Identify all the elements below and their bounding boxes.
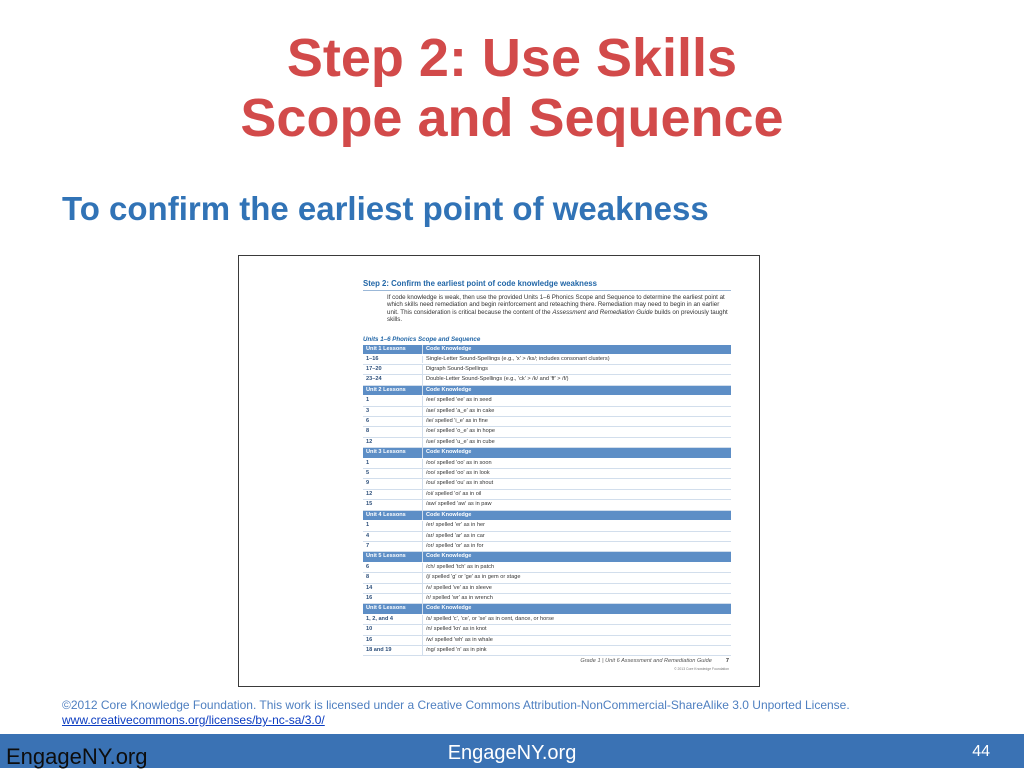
table-row xyxy=(363,375,731,385)
table-row xyxy=(363,625,731,635)
table-row xyxy=(363,417,731,427)
code-knowledge-cell: /s/ spelled 'c', 'ce', or 'se' as in cent, dance, or horse xyxy=(426,615,554,622)
table-row xyxy=(363,542,731,552)
table-row xyxy=(363,479,731,489)
lesson-cell: 12 xyxy=(363,490,423,499)
header-code-knowledge-cell: Code Knowledge xyxy=(426,511,472,518)
table-row xyxy=(363,584,731,594)
lesson-cell: 8 xyxy=(363,427,423,436)
table-row xyxy=(363,396,731,406)
table-row xyxy=(363,490,731,500)
document-image xyxy=(238,255,760,687)
lesson-cell: 1–16 xyxy=(363,356,423,363)
code-knowledge-cell: /oo/ spelled 'oo' as in soon xyxy=(426,459,492,466)
lesson-cell: 1, 2, and 4 xyxy=(363,615,423,624)
header-lessons-cell: Unit 6 Lessons xyxy=(363,604,423,613)
table-row xyxy=(363,438,731,448)
code-knowledge-cell: /ee/ spelled 'ee' as in seed xyxy=(426,397,492,404)
lesson-cell: 6 xyxy=(363,417,423,426)
code-knowledge-cell: Single-Letter Sound-Spellings (e.g., 'x' > /ks/; includes consonant clusters) xyxy=(426,356,610,363)
table-row xyxy=(363,563,731,573)
lesson-cell: 23–24 xyxy=(363,375,423,384)
document-footer xyxy=(580,658,729,664)
code-knowledge-cell: /oo/ spelled 'oo' as in look xyxy=(426,470,490,477)
code-knowledge-cell: /or/ spelled 'or' as in for xyxy=(426,542,484,549)
table-header-row xyxy=(363,511,731,521)
lesson-cell: 16 xyxy=(363,636,423,645)
lesson-cell: 1 xyxy=(363,396,423,405)
lesson-cell: 6 xyxy=(363,563,423,572)
table-header-row xyxy=(363,448,731,458)
table-header-row xyxy=(363,604,731,614)
code-knowledge-cell: /oe/ spelled 'o_e' as in hope xyxy=(426,428,496,435)
phonics-table xyxy=(363,345,731,656)
slide-title xyxy=(0,28,1024,148)
code-knowledge-cell: /v/ spelled 've' as in sleeve xyxy=(426,584,492,591)
document-page-number: 7 xyxy=(725,658,729,664)
code-knowledge-cell: Digraph Sound-Spellings xyxy=(426,366,488,372)
lesson-cell: 10 xyxy=(363,625,423,634)
header-code-knowledge-cell: Code Knowledge xyxy=(426,449,472,456)
table-title: Units 1–6 Phonics Scope and Sequence xyxy=(363,336,481,343)
header-lessons-cell: Unit 5 Lessons xyxy=(363,552,423,561)
table-row xyxy=(363,500,731,510)
lesson-cell: 3 xyxy=(363,407,423,416)
code-knowledge-cell: /r/ spelled 'wr' as in wrench xyxy=(426,594,493,601)
code-knowledge-cell: /ou/ spelled 'ou' as in shout xyxy=(426,480,494,487)
slide-page-number: 44 xyxy=(972,743,990,760)
table-header-row xyxy=(363,552,731,562)
table-row xyxy=(363,355,731,365)
code-knowledge-cell: /ng/ spelled 'n' as in pink xyxy=(426,646,487,653)
license-text: ©2012 Core Knowledge Foundation. This work is licensed under a Creative Commons Attribution-NonCommercial-ShareAlike 3.0 Unported License. xyxy=(62,698,850,712)
code-knowledge-cell: /er/ spelled 'er' as in her xyxy=(426,522,486,529)
paragraph-text-start: If code knowledge is weak, then use the provided Units 1–6 Phonics Scope and Sequence to determine the earliest point at which skills need remediation and begin reinforcement and reteaching there. Remediation may need to begin in an earlier unit. This consideration is critical because the content of the xyxy=(387,294,725,316)
header-lessons-cell: Unit 3 Lessons xyxy=(363,448,423,457)
paragraph-italic-title: Assessment and Remediation Guide xyxy=(552,308,653,316)
lesson-cell: 8 xyxy=(363,573,423,582)
title-line-2: Scope and Sequence xyxy=(240,88,784,148)
title-line-1: Step 2: Use Skills xyxy=(286,28,738,88)
code-knowledge-cell: /ue/ spelled 'u_e' as in cube xyxy=(426,438,495,445)
table-row xyxy=(363,532,731,542)
table-row xyxy=(363,615,731,625)
lesson-cell: 1 xyxy=(363,459,423,468)
lesson-cell: 1 xyxy=(363,521,423,530)
document-heading: Step 2: Confirm the earliest point of code knowledge weakness xyxy=(363,279,731,291)
document-paragraph xyxy=(387,294,729,323)
table-header-row xyxy=(363,345,731,355)
slide-subtitle: To confirm the earliest point of weakness xyxy=(62,190,709,227)
lesson-cell: 14 xyxy=(363,584,423,593)
document-copyright: © 2013 Core Knowledge Foundation xyxy=(674,667,729,671)
code-knowledge-cell: /ie/ spelled 'i_e' as in fine xyxy=(426,418,488,425)
code-knowledge-cell: /w/ spelled 'wh' as in whale xyxy=(426,636,493,643)
lesson-cell: 18 and 19 xyxy=(363,646,423,655)
license-notice xyxy=(62,698,850,728)
lesson-cell: 5 xyxy=(363,469,423,478)
table-row xyxy=(363,459,731,469)
code-knowledge-cell: /aw/ spelled 'aw' as in paw xyxy=(426,501,492,508)
lesson-cell: 17–20 xyxy=(363,365,423,374)
header-code-knowledge-cell: Code Knowledge xyxy=(426,553,472,560)
table-row xyxy=(363,469,731,479)
code-knowledge-cell: Double-Letter Sound-Spellings (e.g., 'ck' > /k/ and 'ff' > /f/) xyxy=(426,376,569,383)
lesson-cell: 9 xyxy=(363,479,423,488)
code-knowledge-cell: /oi/ spelled 'oi' as in oil xyxy=(426,490,482,497)
header-lessons-cell: Unit 4 Lessons xyxy=(363,511,423,520)
code-knowledge-cell: /j/ spelled 'g' or 'ge' as in gem or stage xyxy=(426,574,521,581)
header-code-knowledge-cell: Code Knowledge xyxy=(426,386,472,393)
table-row xyxy=(363,594,731,604)
lesson-cell: 16 xyxy=(363,594,423,603)
code-knowledge-cell: /n/ spelled 'kn' as in knot xyxy=(426,626,487,633)
license-link[interactable]: www.creativecommons.org/licenses/by-nc-sa/3.0/ xyxy=(62,713,325,727)
table-row xyxy=(363,636,731,646)
lesson-cell: 15 xyxy=(363,500,423,509)
document-footer-text: Grade 1 | Unit 6 Assessment and Remediation Guide xyxy=(580,658,712,664)
code-knowledge-cell: /ch/ spelled 'tch' as in patch xyxy=(426,563,495,570)
header-lessons-cell: Unit 1 Lessons xyxy=(363,345,423,354)
header-code-knowledge-cell: Code Knowledge xyxy=(426,605,472,612)
code-knowledge-cell: /ar/ spelled 'ar' as in car xyxy=(426,532,485,539)
footer-logo-text: EngageNY.org xyxy=(6,744,148,769)
table-row xyxy=(363,365,731,375)
table-header-row xyxy=(363,386,731,396)
paragraph-text-end: builds on previously taught skills. xyxy=(387,308,728,323)
footer-center-text: EngageNY.org xyxy=(447,742,577,764)
table-row xyxy=(363,646,731,656)
code-knowledge-cell: /ae/ spelled 'a_e' as in cake xyxy=(426,407,495,414)
header-code-knowledge-cell: Code Knowledge xyxy=(426,346,472,352)
lesson-cell: 7 xyxy=(363,542,423,551)
table-row xyxy=(363,521,731,531)
lesson-cell: 4 xyxy=(363,532,423,541)
lesson-cell: 12 xyxy=(363,438,423,447)
table-row xyxy=(363,427,731,437)
table-row xyxy=(363,407,731,417)
table-row xyxy=(363,573,731,583)
header-lessons-cell: Unit 2 Lessons xyxy=(363,386,423,395)
